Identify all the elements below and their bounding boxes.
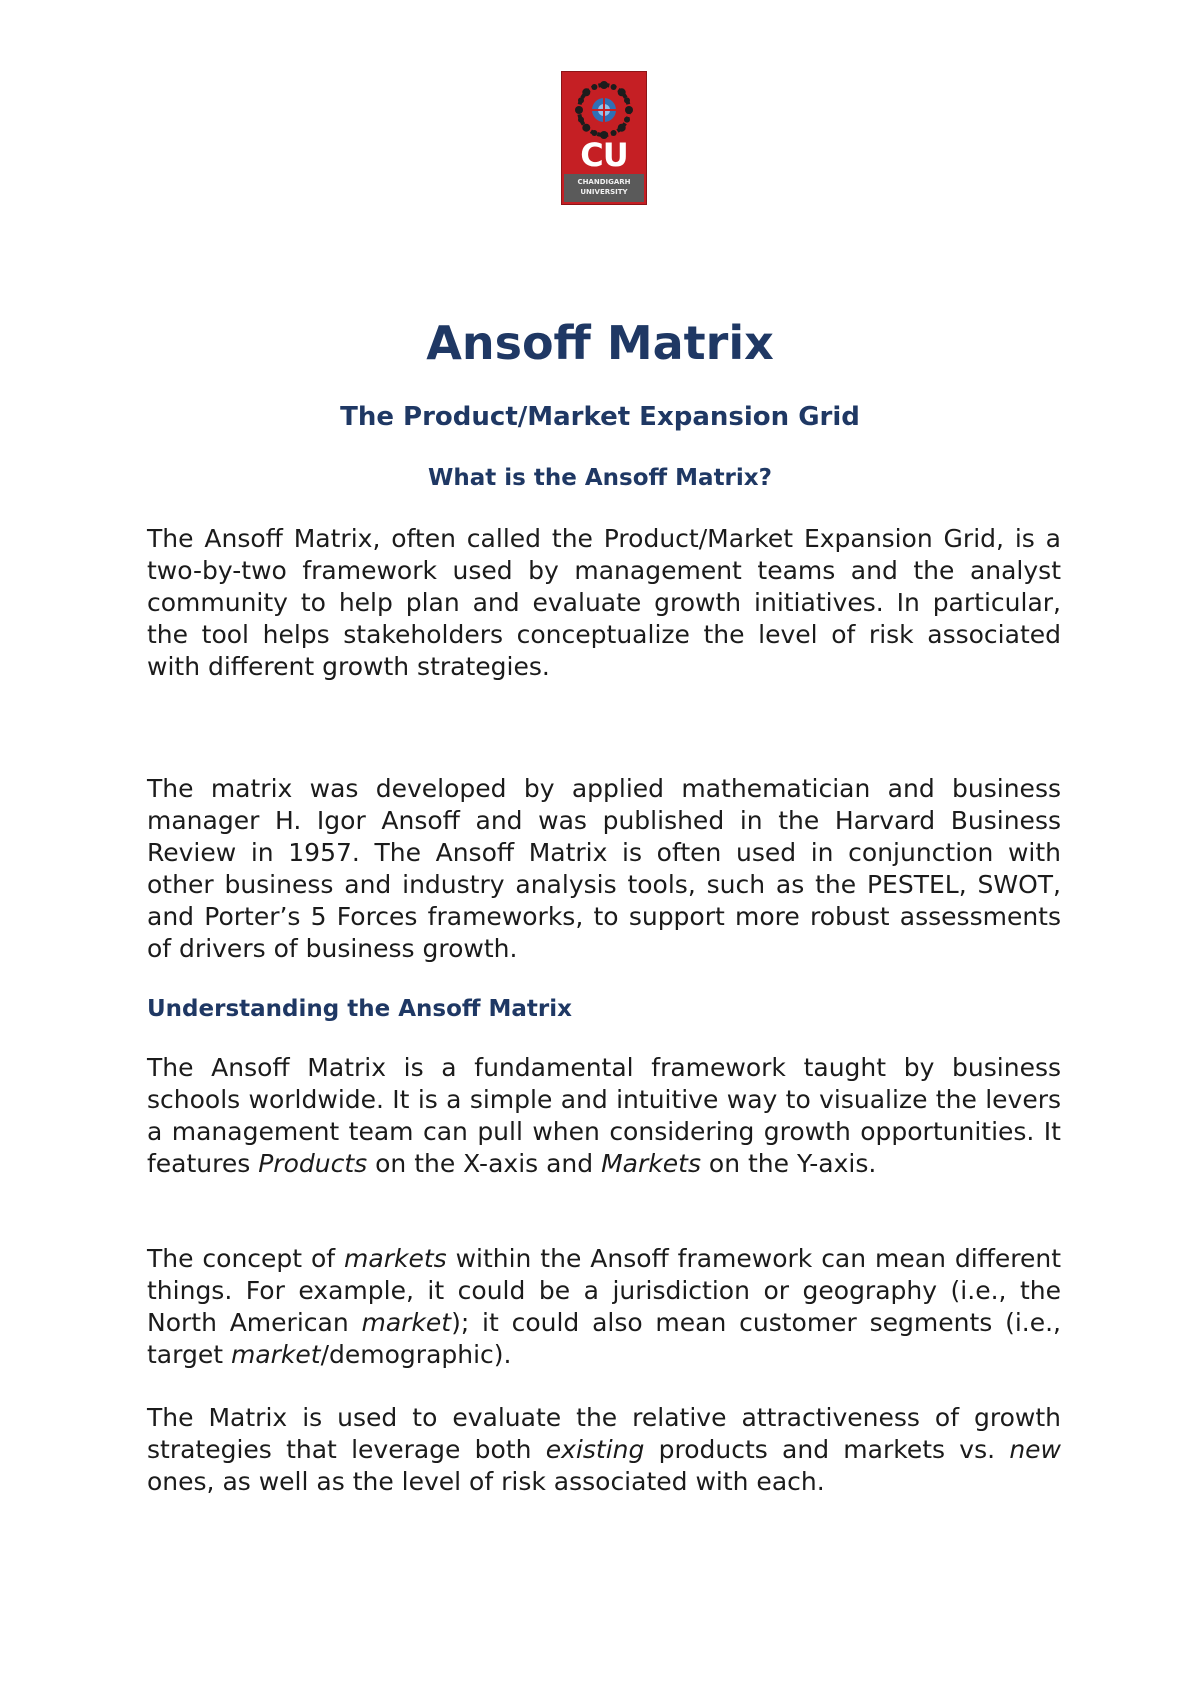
- paragraph-framework-text-3: on the Y-axis.: [700, 1149, 877, 1178]
- paragraph-markets-text-4: /demographic).: [320, 1340, 512, 1369]
- document-subtitle: The Product/Market Expansion Grid: [340, 402, 860, 432]
- paragraph-framework: [147, 1052, 1061, 1180]
- emblem-icon: [572, 78, 636, 142]
- logo-initials: CU: [580, 136, 628, 174]
- paragraph-markets-text-1: The concept of: [147, 1244, 345, 1273]
- paragraph-intro: The Ansoff Matrix, often called the Product/Market Expansion Grid, is a two-by-two framework used by management teams and the analyst community to help plan and evaluate growth initiatives. In particular, the tool helps stakeholders conceptualize the level of risk associated with different growth strategies.: [147, 524, 1061, 681]
- emphasis-markets: Markets: [601, 1149, 701, 1178]
- paragraph-matrix-text-1: The Matrix is used to evaluate the relative attractiveness of growth strategies that leverage both: [147, 1403, 1061, 1464]
- emphasis-market-2: market: [230, 1340, 321, 1369]
- paragraph-history: The matrix was developed by applied mathematician and business manager H. Igor Ansoff and was published in the Harvard Business Review in 1957. The Ansoff Matrix is often used in conjunction with other business and industry analysis tools, such as the PESTEL, SWOT, and Porter’s 5 Forces frameworks, to support more robust assessments of drivers of business growth.: [147, 774, 1061, 963]
- paragraph-markets-text-2: within the Ansoff framework can mean different things. For example, it could be a jurisdiction or geography (i.e., the North American: [147, 1244, 1061, 1337]
- emphasis-new: new: [1009, 1435, 1061, 1464]
- emphasis-markets-lower: markets: [344, 1244, 447, 1273]
- emphasis-existing: existing: [545, 1435, 645, 1464]
- logo-name-line2: UNIVERSITY: [580, 188, 628, 196]
- section-heading-understanding: Understanding the Ansoff Matrix: [147, 996, 572, 1022]
- question-heading: What is the Ansoff Matrix?: [428, 465, 772, 491]
- logo-name: [564, 177, 644, 197]
- paragraph-matrix-text-2: products and markets vs.: [644, 1435, 1010, 1464]
- paragraph-matrix-use: [147, 1402, 1061, 1498]
- paragraph-markets-concept: [147, 1243, 1061, 1371]
- paragraph-matrix-text-3: ones, as well as the level of risk associated with each.: [147, 1467, 825, 1496]
- emphasis-market-1: market: [361, 1308, 452, 1337]
- university-logo: [562, 72, 646, 204]
- paragraph-framework-text-1: The Ansoff Matrix is a fundamental framework taught by business schools worldwide. It is a simple and intuitive way to visualize the levers a management team can pull when considering growth opportunities. It features: [147, 1053, 1061, 1178]
- emphasis-products: Products: [258, 1149, 368, 1178]
- document-title: Ansoff Matrix: [426, 316, 774, 370]
- paragraph-framework-text-2: on the X-axis and: [367, 1149, 602, 1178]
- logo-name-line1: CHANDIGARH: [577, 178, 631, 186]
- logo-name-band: [564, 174, 644, 202]
- paragraph-markets-text-3: ); it could also mean customer segments (i.e., target: [147, 1308, 1062, 1369]
